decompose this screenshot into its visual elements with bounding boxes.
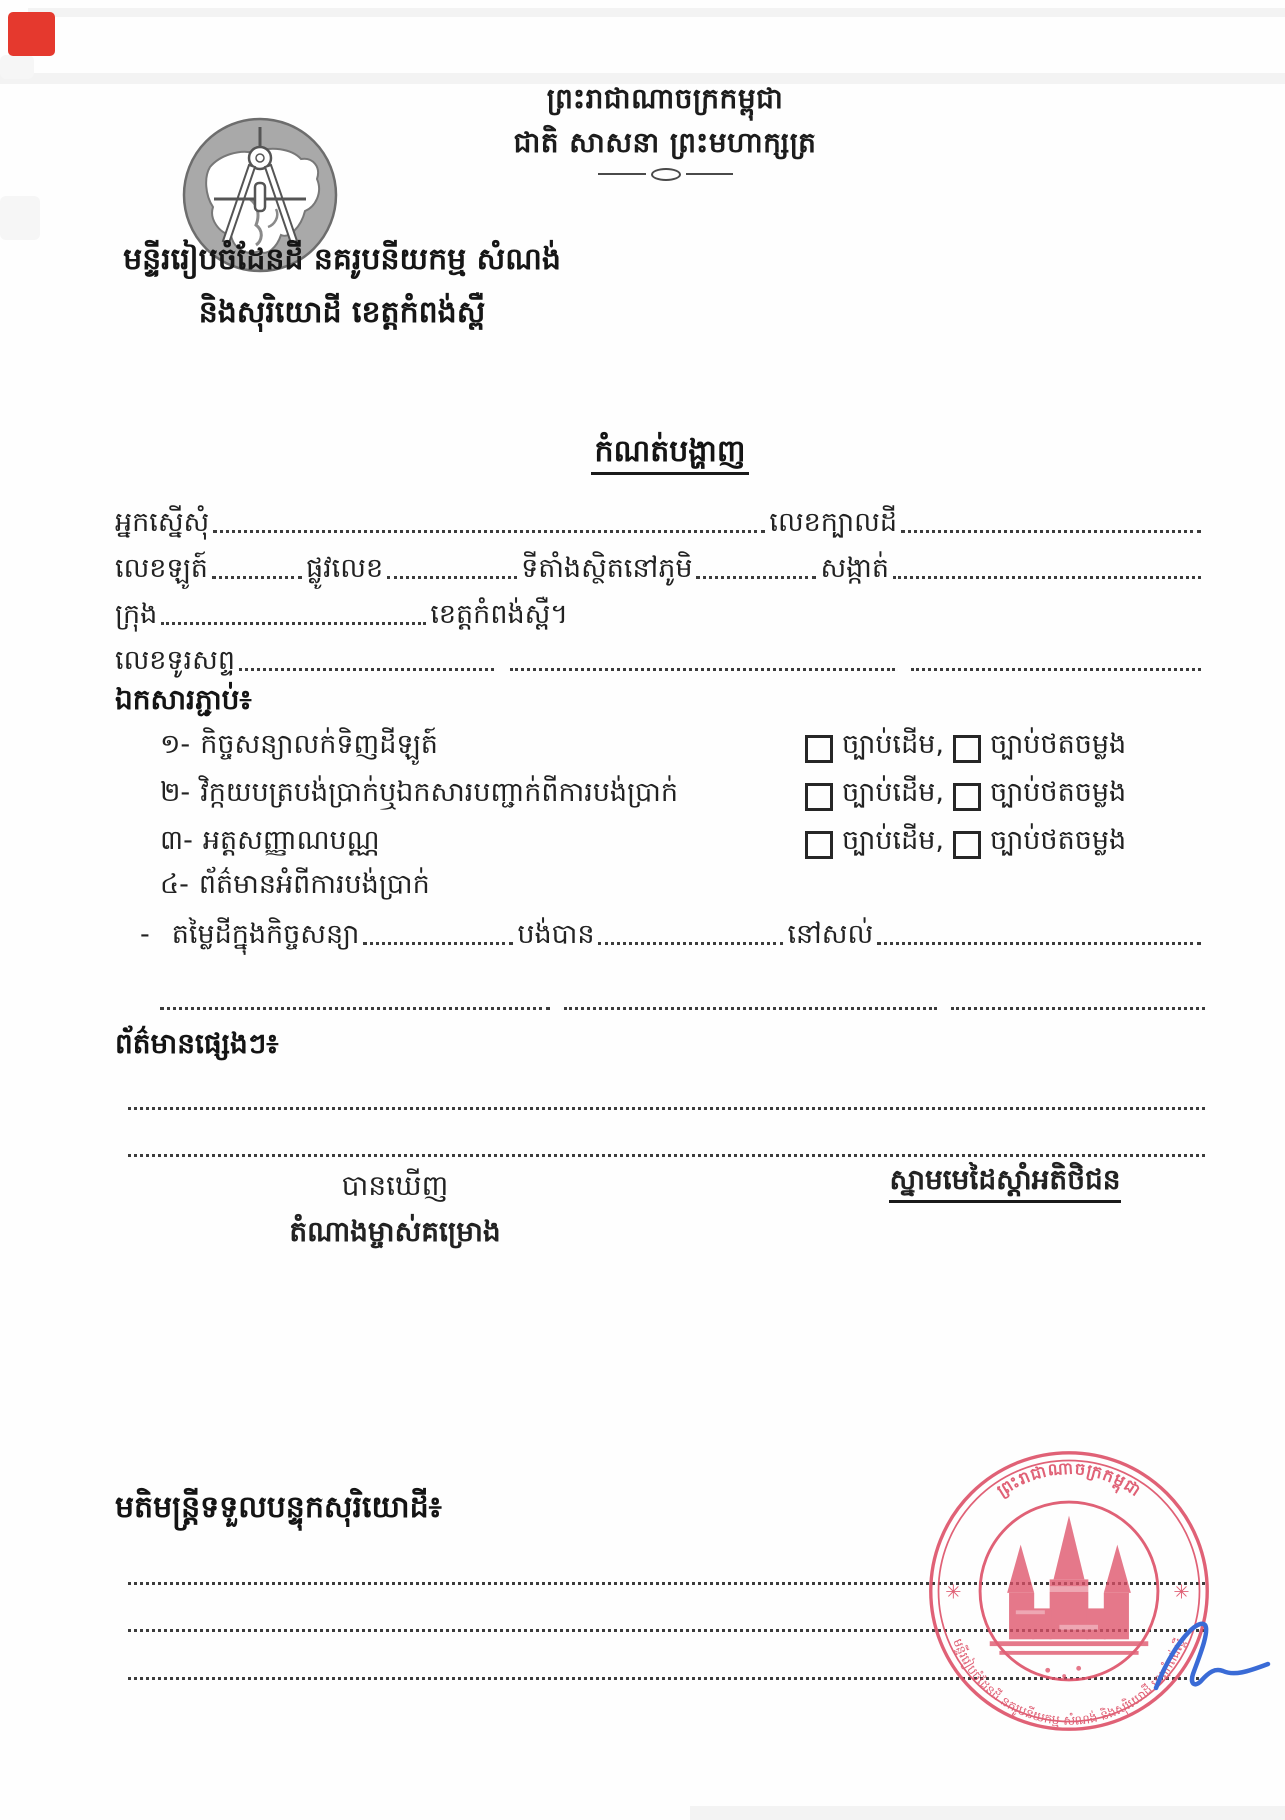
attachment-item-4 xyxy=(160,868,1205,912)
village-field-line xyxy=(696,556,816,579)
dotted-segment xyxy=(128,1144,1205,1157)
scan-artifact-smudge xyxy=(0,196,40,240)
stamp-ring-text-bottom: មន្ទីររៀបចំដែនដី នគរូបនីយកម្ម សំណង់ និងសុរិយោដី ខេត្តកំពង់ស្ពឺ xyxy=(950,1636,1188,1728)
officer-opinion-heading: មតិមន្ត្រីទទួលបន្ទុកសុរិយោដី៖ xyxy=(115,1490,442,1525)
remaining-field-line xyxy=(877,922,1201,945)
dotted-segment xyxy=(951,997,1205,1010)
stamp-separator-left: ✳ xyxy=(945,1580,962,1604)
applicant-field-line xyxy=(213,510,765,533)
dotted-segment xyxy=(128,1097,1205,1110)
applicant-row xyxy=(115,498,1205,540)
item-1-checkboxes xyxy=(805,728,1126,767)
attachments-heading: ឯកសារភ្ជាប់៖ xyxy=(115,683,252,716)
seen-label: បានឃើញ xyxy=(341,1169,449,1202)
parcel-number-field-line xyxy=(901,510,1201,533)
item-number: ៤- xyxy=(160,869,189,900)
form-title-text: កំណត់បង្ហាញ xyxy=(591,434,750,475)
divider-lens xyxy=(651,168,681,181)
phone-row xyxy=(115,636,1205,678)
dotted-segment xyxy=(564,997,937,1010)
phone-label: លេខទូរសព្ទ xyxy=(115,645,235,677)
project-owner-representative-label: តំណាងម្ចាស់គម្រោង xyxy=(289,1215,501,1248)
city-field-line xyxy=(161,602,426,625)
payment-continuation-line xyxy=(160,982,1205,1010)
item-label: វិក្កយបត្របង់ប្រាក់ឬឯកសារបញ្ជាក់ពីការបង់ប្រាក់ xyxy=(200,777,678,808)
lot-number-field-line xyxy=(212,556,302,579)
applicant-label: អ្នកស្នើសុំ xyxy=(115,507,210,539)
contract-price-field-line xyxy=(363,922,513,945)
attachment-item-3 xyxy=(160,824,1205,868)
attachment-item-1 xyxy=(160,728,1205,772)
checkbox-original-icon xyxy=(805,783,833,811)
divider-bar xyxy=(686,173,734,175)
item-label: អត្តសញ្ញាណបណ្ណ xyxy=(202,825,380,856)
other-info-heading: ព័ត៌មានផ្សេងៗ៖ xyxy=(115,1027,279,1060)
item-label: កិច្ចសន្យាលក់ទិញដីឡូត៍ xyxy=(200,729,438,760)
scan-artifact-band xyxy=(28,8,1285,17)
item-number: ២- xyxy=(160,777,191,808)
customer-thumbprint-text: ស្នាមមេដៃស្តាំអតិថិជន xyxy=(889,1163,1120,1203)
original-copy-label: ច្បាប់ដើម, xyxy=(842,825,944,856)
bullet-dash: - xyxy=(140,919,150,951)
contract-price-label: តម្លៃដីក្នុងកិច្ចសន្យា xyxy=(171,919,360,951)
photocopy-label: ច្បាប់ថតចម្លង xyxy=(989,729,1127,760)
lot-number-label: លេខឡូត៍ xyxy=(115,553,208,585)
divider-bar xyxy=(598,173,646,175)
sangkat-label: សង្កាត់ xyxy=(820,553,890,585)
remaining-label: នៅសល់ xyxy=(787,919,874,951)
checkbox-copy-icon xyxy=(953,783,981,811)
ornamental-divider xyxy=(598,168,733,180)
other-info-line-2 xyxy=(128,1129,1205,1157)
item-2-checkboxes xyxy=(805,776,1126,815)
kingdom-motto-line2: ជាតិ សាសនា ព្រះមហាក្សត្រ xyxy=(513,126,817,159)
item-number: ១- xyxy=(160,729,191,760)
parcel-number-label: លេខក្បាលដី xyxy=(769,507,897,539)
scan-artifact-band xyxy=(690,1806,1285,1820)
other-info-line-1 xyxy=(128,1082,1205,1110)
department-name-line1: មន្ទីររៀបចំដែនដី នគរូបនីយកម្ម សំណង់ xyxy=(123,242,561,277)
item-3-checkboxes xyxy=(805,824,1126,863)
item-label: ព័ត៌មានអំពីការបង់ប្រាក់ xyxy=(198,869,430,900)
sangkat-field-line xyxy=(893,556,1201,579)
item-number: ៣- xyxy=(160,825,193,856)
street-number-label: ផ្លូវលេខ xyxy=(305,553,384,585)
dotted-segment xyxy=(160,997,550,1010)
original-copy-label: ច្បាប់ដើម, xyxy=(842,777,944,808)
phone-field-line xyxy=(510,648,895,671)
paid-label: បង់បាន xyxy=(517,919,595,951)
stamp-separator-right: ✳ xyxy=(1173,1580,1190,1604)
angkor-wat-towers-icon xyxy=(990,1516,1149,1678)
stamp-ring-text-top: ព្រះរាជាណាចក្រកម្ពុជា xyxy=(993,1458,1145,1501)
checkbox-copy-icon xyxy=(953,831,981,859)
province-label: ខេត្តកំពង់ស្ពឺ។ xyxy=(430,599,569,631)
payment-detail-row xyxy=(140,910,1205,952)
checkbox-copy-icon xyxy=(953,735,981,763)
street-number-field-line xyxy=(387,556,517,579)
original-copy-label: ច្បាប់ដើម, xyxy=(842,729,944,760)
scan-artifact-smudge xyxy=(0,55,34,79)
checkbox-original-icon xyxy=(805,735,833,763)
customer-thumbprint-label xyxy=(845,1162,1165,1203)
photocopy-label: ច្បាប់ថតចម្លង xyxy=(989,777,1127,808)
department-name xyxy=(42,234,642,339)
red-corner-marker xyxy=(8,12,55,56)
attachment-item-2 xyxy=(160,776,1205,820)
checkbox-original-icon xyxy=(805,831,833,859)
phone-field-line xyxy=(911,648,1201,671)
location-row xyxy=(115,544,1205,586)
photocopy-label: ច្បាប់ថតចម្លង xyxy=(989,825,1127,856)
form-title xyxy=(520,432,820,476)
phone-field-line xyxy=(239,648,494,671)
city-row xyxy=(115,590,1205,632)
department-name-line2: និងសុរិយោដី ខេត្តកំពង់ស្ពឺ xyxy=(198,294,486,330)
city-label: ក្រុង xyxy=(115,599,158,631)
pen-signature xyxy=(1148,1610,1273,1698)
location-village-label: ទីតាំងស្ថិតនៅភូមិ xyxy=(521,553,693,585)
paid-field-line xyxy=(598,922,783,945)
kingdom-motto-line1: ព្រះរាជាណាចក្រកម្ពុជា xyxy=(546,82,784,115)
